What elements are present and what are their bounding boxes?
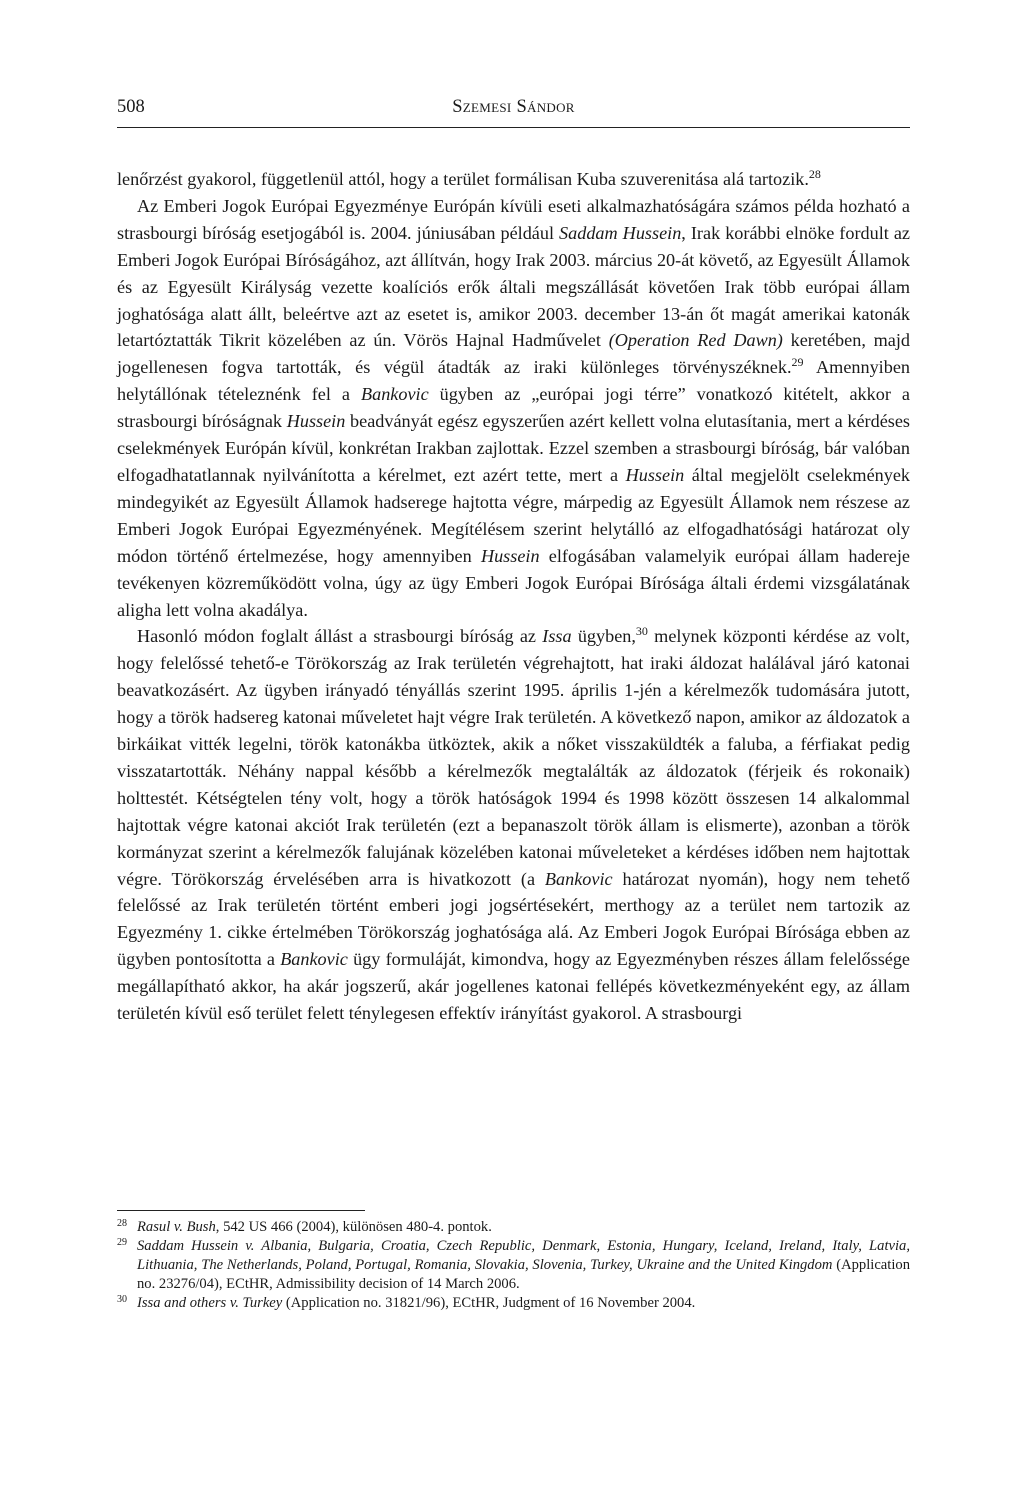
running-head: Szemesi Sándor [452,97,575,117]
text-segment: ügyben, [571,626,636,647]
text-segment: határozat nyomán), hogy nem tehető felelőssé az Irak területén történt emberi jogi jogsértésekért, merthogy az a terület nem tartozik az Egyezmény 1. cikke értelmében Törökország joghatósága alá. Az Emberi Jogok Európai Bírósága ebben az ügyben pontosította a [117,868,910,970]
body-text [117,166,910,1027]
italic-text: Bankovic [280,949,348,970]
text-segment: beadványát egész egyszerűen azért kellett volna elutasítania, mert a kérdéses cselekmények Európán kívül, konkrétan Irakban zajlottak. Ezzel szemben a strasbourgi bíróság, bár valóban elfogadhatatlannak nyilvánította a kérelmet, ezt azért tette, mert a [117,411,910,485]
italic-text: Bankovic [544,868,613,889]
text-segment: , 542 US 466 (2004), különösen 480-4. pontok. [215,1219,492,1235]
italic-text: Issa and others v. Turkey [137,1295,283,1311]
text-segment: (Application no. 31821/96), ECtHR, Judgment of 16 November 2004. [282,1295,696,1311]
footnote [117,1237,910,1294]
text-segment: Az Emberi Jogok Európai Egyezménye Európán kívüli eseti alkalmazhatóságára számos példa hozható a strasbourgi bíróság esetjogából is. 2004. júniusában például [117,195,910,243]
footnote [117,1218,910,1237]
italic-text: Hussein [480,545,540,566]
paragraph [117,623,910,1027]
footnote-reference: 30 [635,624,648,639]
italic-text: Saddam Hussein [559,222,682,243]
text-segment: keretében, majd jogellenesen fogva tartották, és végül átadták az iraki különleges törvényszéknek. [117,330,911,378]
page-number: 508 [117,97,145,117]
footnote-number: 30 [117,1294,127,1305]
text-segment: elfogásában valamelyik európai állam hadereje tevékenyen közreműködött volna, úgy az ügy Emberi Jogok Európai Bírósága általi érdemi vizsgálatának aligha lett volna akadálya. [117,545,910,620]
italic-text: Hussein [625,464,685,485]
italic-text: Hussein [286,411,346,432]
footnote-number: 28 [117,1218,127,1229]
text-segment: melynek központi kérdése az volt, hogy felelőssé tehető-e Törökország az Irak területén végrehajtott, hat iraki áldozat halálával járó katonai beavatkozásért. Az ügyben irányadó tényállás szerint 1995. április 1-jén a kérelmezők tudomására jutott, hogy a török hadsereg katonai műveletet hajt végre Irak területén. A következő napon, amikor az áldozatok a birkáikat vitték legelni, török katonákba ütköztek, akik a nőket visszaküldték a faluba, a férfiakat pedig visszatartották. Néhány nappal később a kérelmezők megtalálták az áldozatok (férjeik és rokonaik) holttestét. Kétségtelen tény volt, hogy a török hatóságok 1994 és 1998 között összesen 14 alkalommal hajtottak végre katonai akciót Irak területén (ezt a bepanaszolt török állam is elismerte), azonban a török kormányzat szerint a kérelmezők falujának közelében katonai műveleteket a kérdéses időben nem hajtottak végre. Törökország érvelésében arra is hivatkozott (a [117,626,910,889]
text-segment: , Irak korábbi elnöke fordult az Emberi Jogok Európai Bíróságához, azt állítván, hogy Irak 2003. március 20-át követő, az Egyesült Államok és az Egyesült Királyság vezette koalíciós erők általi megszállását követően Irak több európai állam joghatósága alatt állt, beleértve azt az esetet is, amikor 2003. december 13-án őt magát amerikai katonák letartóztatták Tikrit közelében az ún. Vörös Hajnal Hadművelet [117,222,910,351]
text-segment: (Application no. 23276/04), ECtHR, Admissibility decision of 14 March 2006. [137,1257,910,1292]
text-segment: Amennyiben helytállónak tételeznénk fel a [117,357,911,405]
footnote-number: 29 [117,1237,127,1248]
italic-text: Rasul v. Bush [137,1219,216,1235]
italic-text: Issa [542,626,572,647]
paragraph [117,166,910,193]
footnote-divider [117,1210,365,1211]
paragraph [117,193,910,624]
text-segment: által megjelölt cselekmények mindegyikét az Egyesült Államok hadserege hajtotta végre, márpedig az Egyesült Államok nem részese az Emberi Jogok Európai Egyezményének. Megítélésem szerint helytálló az elfogadhatósági határozat oly módon történő értelmezése, hogy amennyiben [117,464,910,566]
text-segment: ügyben az „európai jogi térre” vonatkozó kitételt, akkor a strasbourgi bíróságnak [117,384,910,432]
italic-text: (Operation Red Dawn) [608,330,783,351]
text-segment: Hasonló módon foglalt állást a strasbourgi bíróság az [137,626,543,647]
page-header [117,97,910,128]
italic-text: Saddam Hussein v. Albania, Bulgaria, Croatia, Czech Republic, Denmark, Estonia, Hungary, Iceland, Ireland, Italy, Latvia, Lithuania, The Netherlands, Poland, Portugal, Romania, Slovakia, Slovenia, Turkey, Ukraine and the United Kingdom [137,1238,910,1273]
footnote [117,1294,910,1313]
text-segment: ügy formuláját, kimondva, hogy az Egyezményben részes állam felelőssége megállapítható akkor, ha akár jogszerű, akár jogellenes katonai fellépés következményeként egy, az állam területén kívül eső terület felett ténylegesen effektív irányítást gyakorol. A strasbourgi [117,949,911,1024]
footnotes [117,1218,910,1313]
text-segment: lenőrzést gyakorol, függetlenül attól, hogy a terület formálisan Kuba szuverenitása alá tartozik. [117,169,809,189]
footnote-reference: 29 [791,355,804,370]
footnote-reference: 28 [808,167,821,181]
italic-text: Bankovic [360,384,429,405]
